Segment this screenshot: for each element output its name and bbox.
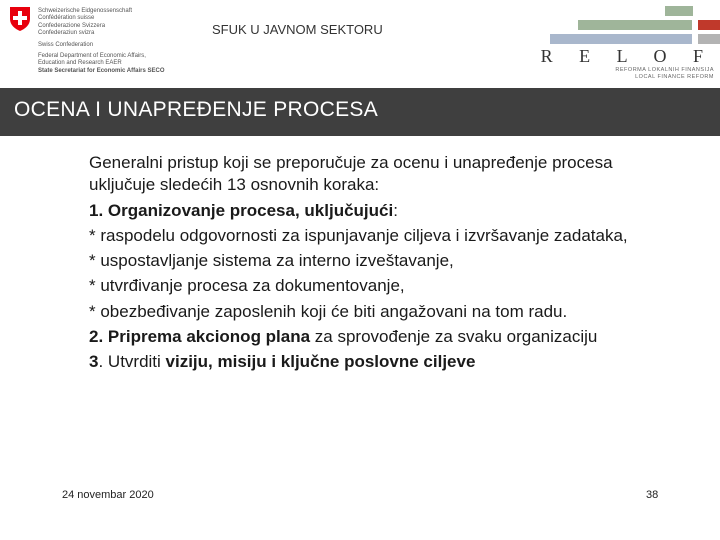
relof-bar <box>698 20 720 30</box>
header-title: SFUK U JAVNOM SEKTORU <box>212 22 383 37</box>
swiss-shield-icon <box>8 6 32 32</box>
swiss-line: Confédération suisse <box>38 15 95 22</box>
swiss-line: State Secretariat for Economic Affairs SECO <box>38 67 165 74</box>
swiss-line: Federal Department of Economic Affairs, <box>38 53 146 60</box>
slide-header <box>0 0 720 88</box>
relof-wordmark: R E L O F <box>540 46 714 66</box>
bullet-item: * obezbeđivanje zaposlenih koji će biti angažovani na tom radu. <box>89 301 568 321</box>
step-2-rest: za sprovođenje za svaku organizaciju <box>310 327 598 347</box>
step-3-heading: viziju, misiju i ključne poslovne ciljeve <box>165 352 476 372</box>
step-1-heading: 1. Organizovanje procesa, uključujući <box>89 200 394 220</box>
slide-body <box>89 152 679 377</box>
step-3-number: 3 <box>89 352 99 372</box>
swiss-line: Confederaziun svizra <box>38 30 95 37</box>
swiss-line: Education and Research EAER <box>38 60 122 67</box>
relof-bar <box>578 20 692 30</box>
bullet-item: * raspodelu odgovornosti za ispunjavanje ciljeva i izvršavanje zadataka, <box>89 225 628 245</box>
swiss-line: Confederazione Svizzera <box>38 22 106 29</box>
swiss-confederation-logo <box>4 4 184 84</box>
relof-bar <box>698 34 720 44</box>
step-1-rest: : <box>393 200 398 220</box>
relof-bar <box>665 6 693 16</box>
relof-logo <box>541 46 714 81</box>
step-3-mid: . Utvrditi <box>98 352 166 372</box>
page-number: 38 <box>646 489 659 501</box>
slide-title: OCENA I UNAPREĐENJE PROCESA <box>14 98 379 121</box>
relof-subtitle: REFORMA LOKALNIH FINANSIJA <box>615 67 714 73</box>
bullet-item: * uspostavljanje sistema za interno izveštavanje, <box>89 251 454 271</box>
step-1 <box>89 200 679 222</box>
bullet-item: * utvrđivanje procesa za dokumentovanje, <box>89 276 405 296</box>
relof-subtitle: LOCAL FINANCE REFORM <box>635 74 714 80</box>
step-3 <box>89 351 679 373</box>
swiss-line: Schweizerische Eidgenossenschaft <box>38 8 133 14</box>
title-band <box>0 88 720 136</box>
relof-bar <box>550 34 692 44</box>
step-2-heading: 2. Priprema akcionog plana <box>89 327 311 347</box>
swiss-line: Swiss Confederation <box>38 41 94 48</box>
step-2 <box>89 326 679 348</box>
intro-paragraph: Generalni pristup koji se preporučuje za ocenu i unapređenje procesa uključuje sledećih 13 osnovnih koraka: <box>89 153 613 195</box>
swiss-logo-text <box>38 8 164 75</box>
footer-date: 24 novembar 2020 <box>62 489 154 501</box>
